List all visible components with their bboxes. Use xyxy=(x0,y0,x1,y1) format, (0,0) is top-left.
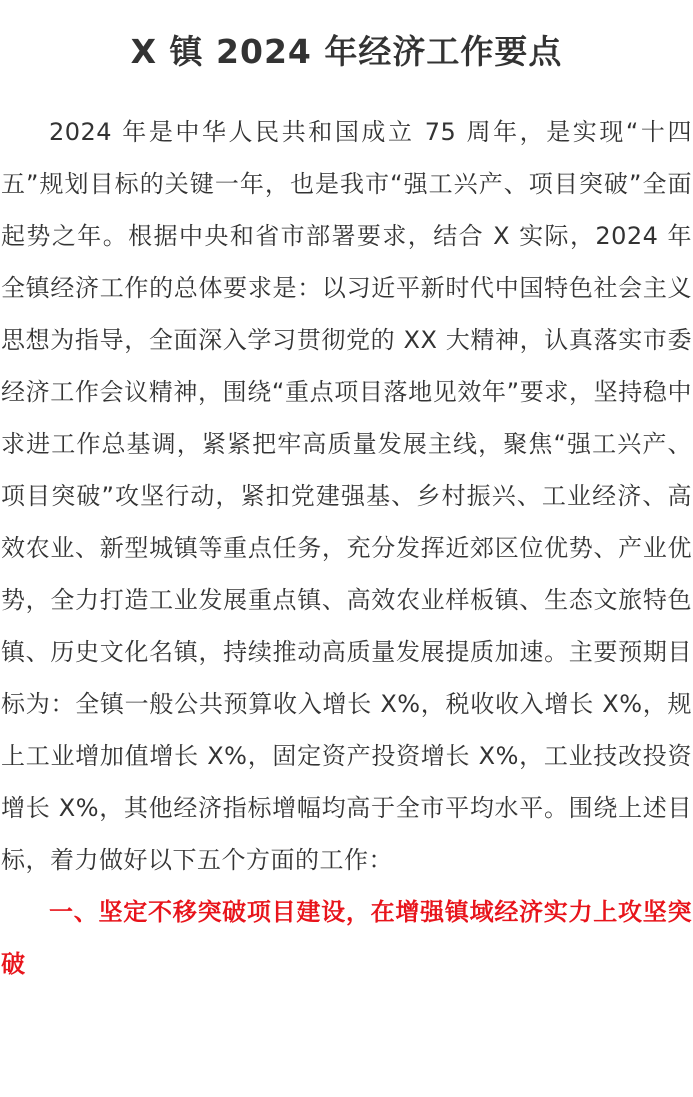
section-heading: 一、坚定不移突破项目建设，在增强镇域经济实力上攻坚突破 xyxy=(1,898,692,978)
document-title: X 镇 2024 年经济工作要点 xyxy=(130,32,563,71)
intro-paragraph: 2024 年是中华人民共和国成立 75 周年，是实现“十四五”规划目标的关键一年，也是我市“强工兴产、项目突破”全面起势之年。根据中央和省市部署要求，结合 X 实际，2024 年全镇经济工作的总体要求是：以习近平新时代中国特色社会主义思想为指导，全面深入学习贯彻党的 XX 大精神，认真落实市委经济工作会议精神，围绕“重点项目落地见效年”要求，坚持稳中求进工作总基调，紧紧把牢高质量发展主线，聚焦“强工兴产、项目突破”攻坚行动，紧扣党建强基、乡村振兴、工业经济、高效农业、新型城镇等重点任务，充分发挥近郊区位优势、产业优势，全力打造工业发展重点镇、高效农业样板镇、生态文旅特色镇、历史文化名镇，持续推动高质量发展提质加速。主要预期目标为：全镇一般公共预算收入增长 X%，税收收入增长 X%，规上工业增加值增长 X%，固定资产投资增长 X%，工业技改投资增长 X%，其他经济指标增幅均高于全市平均水平。围绕上述目标，着力做好以下五个方面的工作： xyxy=(1,118,692,874)
document-body xyxy=(1,106,692,990)
